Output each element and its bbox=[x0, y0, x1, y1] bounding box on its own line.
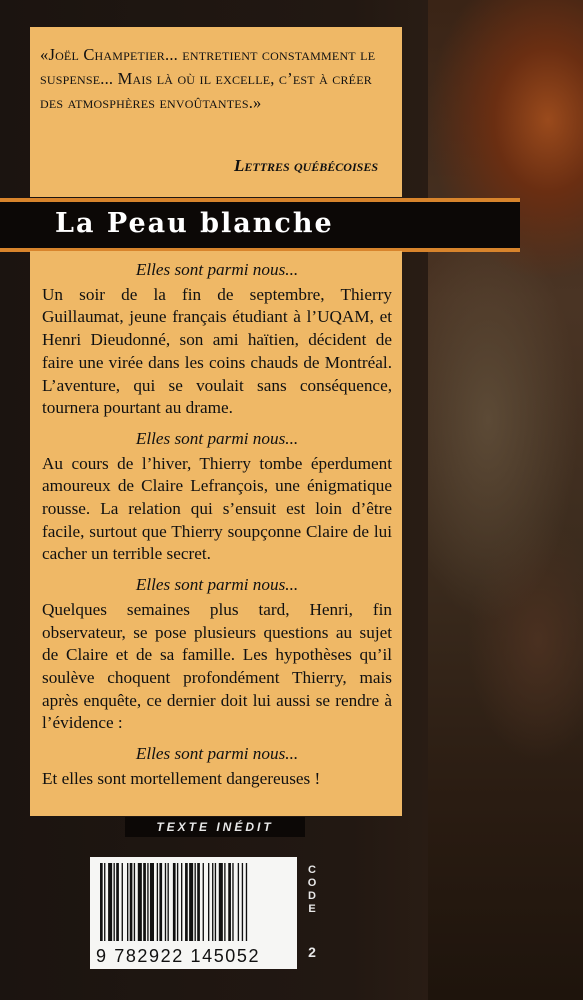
barcode-bar bbox=[197, 863, 200, 941]
barcode-bar bbox=[181, 863, 182, 941]
blurb-paragraph: Et elles sont mortellement dangereuses ! bbox=[42, 768, 321, 788]
barcode-bar bbox=[168, 863, 169, 941]
barcode-bars bbox=[100, 863, 288, 943]
code-label: C O D E bbox=[307, 864, 317, 915]
barcode-bar bbox=[165, 863, 166, 941]
barcode-bar bbox=[130, 863, 133, 941]
barcode-bar bbox=[238, 863, 239, 941]
barcode-bar bbox=[116, 863, 119, 941]
barcode-bar bbox=[173, 863, 176, 941]
barcode-bar bbox=[100, 863, 103, 941]
barcode-bar bbox=[246, 863, 247, 941]
book-title: La Peau blanche bbox=[55, 208, 334, 239]
barcode-bar bbox=[127, 863, 128, 941]
barcode-bar bbox=[208, 863, 209, 941]
refrain: Elles sont parmi nous... bbox=[135, 260, 299, 279]
barcode-bar bbox=[189, 863, 193, 941]
barcode-bar bbox=[242, 863, 243, 941]
barcode-bar bbox=[177, 863, 178, 941]
refrain: Elles sont parmi nous... bbox=[135, 428, 299, 448]
barcode-bar bbox=[134, 863, 135, 941]
barcode-bar bbox=[159, 863, 162, 941]
barcode-bar bbox=[157, 863, 158, 941]
barcode-bar bbox=[104, 863, 105, 941]
barcode-bar bbox=[195, 863, 196, 941]
isbn-digits: 9 782922 145052 bbox=[96, 946, 261, 966]
barcode-bar bbox=[219, 863, 223, 941]
review-quote: «Joël Champetier... entretient constamment le suspense... Mais là où il excelle, c’est à créer des atmosphères envoûtantes.» bbox=[40, 45, 376, 112]
barcode-bar bbox=[185, 863, 188, 941]
barcode-bar bbox=[215, 863, 216, 941]
cover-photo bbox=[428, 0, 583, 1000]
barcode-bar bbox=[147, 863, 148, 941]
blurb-paragraph: Au cours de l’hiver, Thierry tombe éperdument amoureux de Claire Lefrançois, une énigmatique rousse. La relation qui s’ensuit est loin d’être facile, surtout que Thierry soupçonne Claire de lui cacher un terrible secret. bbox=[42, 453, 392, 564]
unpublished-text-badge: TEXTE INÉDIT bbox=[125, 817, 305, 837]
barcode-bar bbox=[143, 863, 146, 941]
barcode-bar bbox=[122, 863, 123, 941]
barcode-bar bbox=[203, 863, 204, 941]
barcode-bar bbox=[232, 863, 233, 941]
barcode-bar bbox=[114, 863, 115, 941]
blurb-text bbox=[42, 259, 392, 798]
barcode-bar bbox=[224, 863, 225, 941]
barcode-bar bbox=[228, 863, 231, 941]
barcode-bar bbox=[138, 863, 142, 941]
quote-source: Lettres québécoises bbox=[233, 156, 378, 175]
blurb-paragraph: Un soir de la fin de septembre, Thierry Guillaumat, jeune français étudiant à l’UQAM, et Henri Dieudonné, son ami haïtien, décident de faire une virée dans les coins chauds de Montréal. L’aventure, qui se voulait sans conséquence, tournera pourtant au drame. bbox=[42, 284, 392, 418]
barcode bbox=[90, 857, 297, 969]
code-number: 2 bbox=[308, 944, 316, 960]
blurb-paragraph: Quelques semaines plus tard, Henri, fin observateur, se pose plusieurs questions au sujet de Claire et de sa famille. Les hypothèses qu’il soulève choquent profondément Thierry, mais après enquête, ce dernier doit lui aussi se rendre à l’évidence : bbox=[42, 599, 392, 733]
refrain: Elles sont parmi nous... bbox=[135, 744, 299, 764]
barcode-bar bbox=[150, 863, 154, 941]
refrain: Elles sont parmi nous... bbox=[135, 575, 299, 595]
barcode-bar bbox=[108, 863, 112, 941]
barcode-bar bbox=[212, 863, 213, 941]
